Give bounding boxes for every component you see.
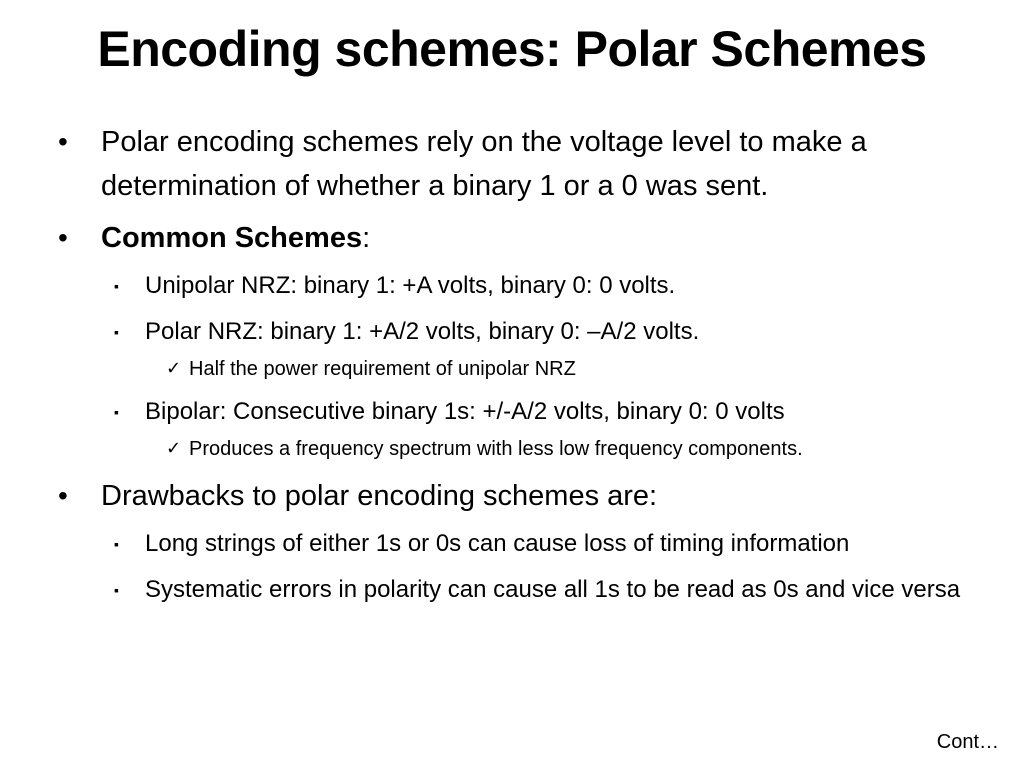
bullet-dot-icon: •	[58, 126, 68, 157]
bullet-drawbacks	[58, 474, 978, 518]
sub-bullet-text: Systematic errors in polarity can cause all 1s to be read as 0s and vice versa	[145, 576, 961, 603]
square-bullet-icon: ▪	[114, 582, 119, 598]
check-bullet-text: Half the power requirement of unipolar NRZ	[189, 358, 576, 380]
bullet-common-schemes	[58, 216, 978, 260]
bullet-dot-icon: •	[58, 222, 68, 253]
square-bullet-icon: ▪	[114, 536, 119, 552]
check-bullet-text: Produces a frequency spectrum with less low frequency components.	[189, 438, 803, 460]
square-bullet-icon: ▪	[114, 278, 119, 294]
sub-bullet-bipolar	[58, 394, 978, 430]
check-icon: ✓	[166, 358, 182, 379]
bullet-suffix: :	[362, 222, 371, 254]
sub-bullet-text: Bipolar: Consecutive binary 1s: +/-A/2 volts, binary 0: 0 volts	[145, 398, 785, 425]
bullet-text: Drawbacks to polar encoding schemes are:	[101, 480, 658, 512]
sub-bullet-text: Unipolar NRZ: binary 1: +A volts, binary 0: 0 volts.	[145, 272, 676, 299]
sub-bullet-text: Long strings of either 1s or 0s can cause loss of timing information	[145, 530, 850, 557]
check-icon: ✓	[166, 438, 182, 459]
sub-bullet-systematic-errors	[58, 572, 978, 608]
sub-bullet-polar-nrz	[58, 314, 978, 350]
bullet-bold-text: Common Schemes	[101, 222, 363, 254]
square-bullet-icon: ▪	[114, 404, 119, 420]
sub-bullet-unipolar-nrz	[58, 268, 978, 304]
bullet-polar-encoding	[58, 120, 978, 208]
square-bullet-icon: ▪	[114, 324, 119, 340]
slide-title: Encoding schemes: Polar Schemes	[97, 21, 927, 77]
check-bullet-frequency-spectrum	[58, 434, 978, 464]
check-bullet-half-power	[58, 354, 978, 384]
continued-label: Cont…	[936, 731, 999, 753]
slide-content	[58, 120, 978, 618]
bullet-text: Polar encoding schemes rely on the voltage level to make a determination of whether a binary 1 or a 0 was sent.	[101, 126, 867, 202]
sub-bullet-text: Polar NRZ: binary 1: +A/2 volts, binary 0: –A/2 volts.	[145, 318, 700, 345]
sub-bullet-long-strings	[58, 526, 978, 562]
bullet-dot-icon: •	[58, 480, 68, 511]
